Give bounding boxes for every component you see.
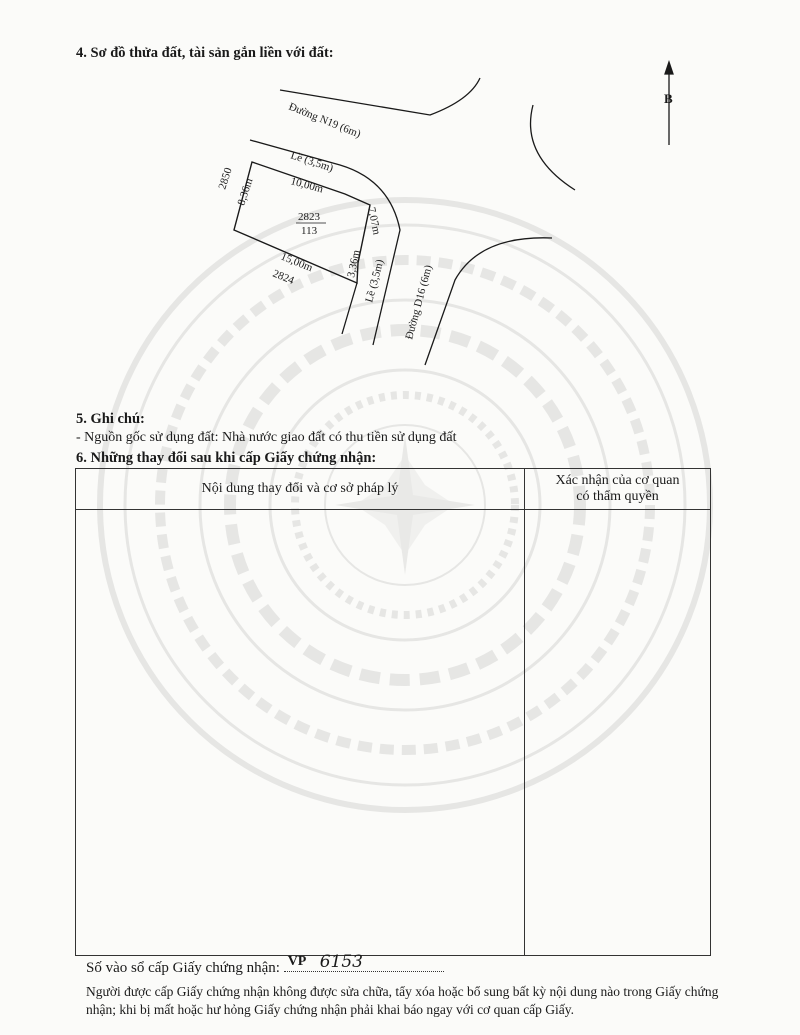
section-6-title: 6. Những thay đổi sau khi cấp Giấy chứng nhận:: [76, 450, 377, 466]
dim-top-label: 10,00m: [289, 175, 325, 196]
changes-content-cell[interactable]: [76, 510, 525, 956]
header-authority-line2: có thẩm quyền: [576, 489, 659, 504]
header-changes-content: Nội dung thay đổi và cơ sở pháp lý: [76, 469, 525, 510]
dim-bottom-label: 15,00m: [278, 250, 315, 275]
sidewalk-top-label: Lề (3,5m): [289, 149, 335, 175]
registration-prefix: VP: [287, 954, 307, 969]
warning-notice: Người được cấp Giấy chứng nhận không được sửa chữa, tẩy xóa hoặc bổ sung bất kỳ nội dung nào trong Giấy chứng nhận; khi bị mất hoặc hư hỏng Giấy chứng nhận phải khai báo ngay với cơ quan cấp Giấy.: [86, 984, 719, 1017]
north-label: B: [664, 91, 673, 106]
dim-right-upper-label: 7,07m: [365, 206, 383, 236]
changes-table: [75, 468, 711, 956]
section-4-title: 4. Sơ đồ thửa đất, tài sản gắn liền với đất:: [76, 45, 334, 61]
dim-right-lower-label: 3,36m: [345, 248, 363, 279]
north-arrow-head: [665, 62, 673, 74]
header-authority-confirmation: [525, 469, 711, 510]
changes-table-body-row: [76, 510, 711, 956]
registration-number-row: [86, 952, 444, 977]
dim-left-label: 8,36m: [235, 176, 256, 207]
parcel-number: 2823: [298, 211, 320, 223]
road-d16-north-curve: [531, 105, 575, 190]
parcel-sketch: [0, 0, 800, 400]
registration-number-handwritten: 6153: [319, 952, 363, 972]
header-authority-line1: Xác nhận của cơ quan: [555, 473, 680, 488]
changes-table-header: [76, 469, 711, 510]
sidewalk-right-label: Lề (3,5m): [363, 258, 387, 304]
road-n19-label: Đường N19 (6m): [286, 100, 363, 141]
sidewalk-lower-edge: [342, 283, 357, 334]
neighbor-bottom-label: 2824: [270, 267, 296, 288]
authority-confirmation-cell[interactable]: [525, 510, 711, 956]
parcel-area: 113: [301, 225, 318, 237]
land-origin-note: - Nguồn gốc sử dụng đất: Nhà nước giao đất có thu tiền sử dụng đất: [76, 430, 457, 445]
neighbor-left-label: 2850: [216, 166, 235, 191]
registration-label: Số vào sổ cấp Giấy chứng nhận:: [86, 960, 280, 976]
registration-number-field: [284, 952, 444, 972]
road-d16-edge: [425, 238, 552, 365]
road-d16-label: Đường D16 (6m): [403, 263, 435, 341]
section-5-title: 5. Ghi chú:: [76, 411, 145, 427]
